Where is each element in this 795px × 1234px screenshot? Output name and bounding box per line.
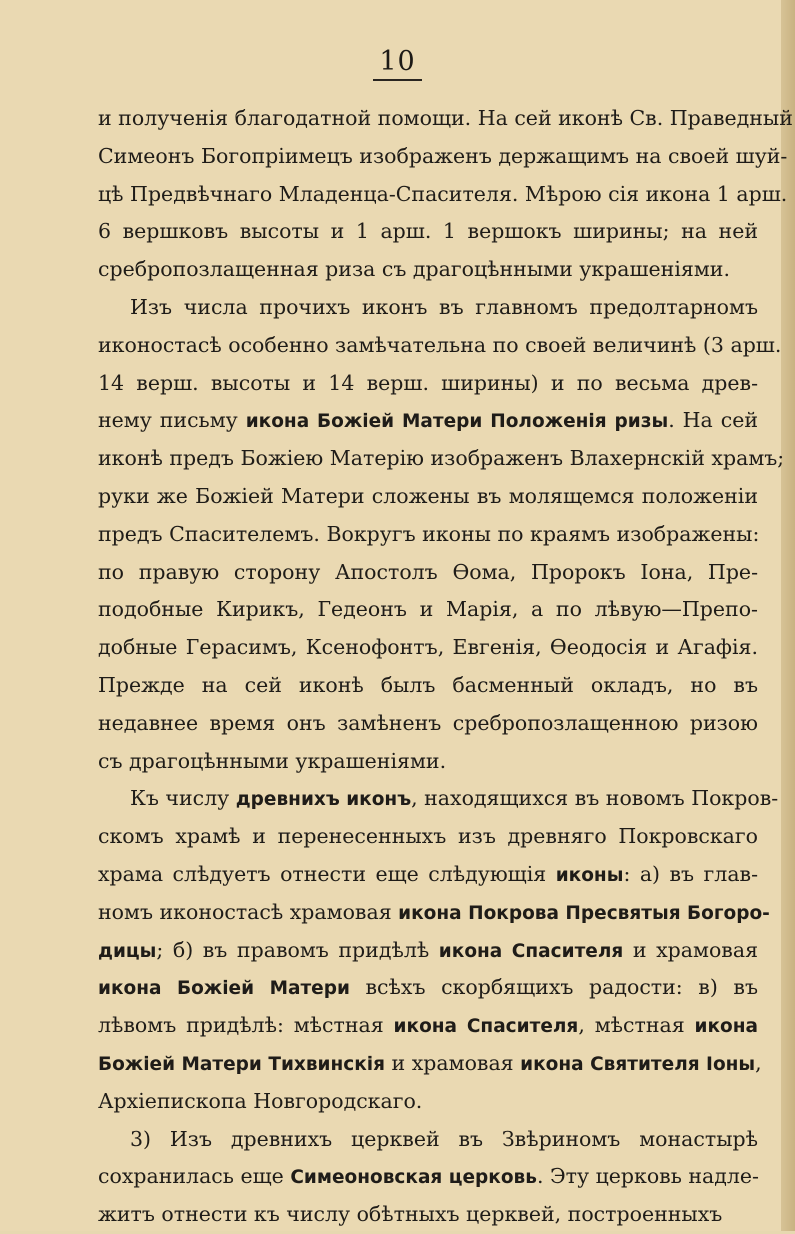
text-line [98,1121,758,1159]
text-segment: 3) Изъ древнихъ церквей въ Звѣриномъ монастырѣ [130,1126,758,1151]
text-line [98,591,758,629]
text-segment: подобные Кирикъ, Гедеонъ и Марія, а по лѣвую—Препо- [98,597,758,622]
text-segment: лѣвомъ придѣлѣ: мѣстная [98,1013,394,1038]
text-line [98,365,758,403]
text-segment: Прежде на сей иконѣ былъ басменный окладъ, но въ [98,672,758,697]
text-segment: , находящихся въ новомъ Покров- [411,786,779,811]
text-line [98,554,758,592]
text-segment: сребропозлащенная риза съ драгоцѣнными украшеніями. [98,257,730,282]
text-line [98,516,758,554]
text-line [98,1045,762,1083]
text-line [98,969,758,1007]
text-segment: храма слѣдуетъ отнести еще слѣдующія [98,861,556,886]
text-line [98,402,758,440]
text-segment: 6 вершковъ высоты и 1 арш. 1 вершокъ ширины; на ней [98,219,758,244]
bold-text-segment: икона Святителя Іоны [520,1053,756,1075]
text-line [98,289,758,327]
text-segment: сохранилась еще [98,1164,291,1189]
text-segment: и полученія благодатной помощи. На сей иконѣ Св. Праведный [98,106,793,130]
bold-text-segment: икона Покрова Пресвятыя Богоро- [398,902,770,924]
text-line [98,440,785,478]
text-line [98,1083,758,1121]
text-segment: 14 верш. высоты и 14 верш. ширины) и по весьма древ- [98,370,758,395]
text-line [98,894,770,932]
bold-text-segment: дицы [98,940,157,962]
text-segment: Архіепископа Новгородскаго. [98,1088,423,1113]
text-line [98,176,788,214]
text-segment: номъ иконостасѣ храмовая [98,899,399,924]
text-line [98,780,779,818]
text-line [98,932,758,970]
bold-text-segment: икона Спасителя [393,1016,579,1038]
text-line [98,251,758,289]
text-segment: иконѣ предъ Божіею Матерію изображенъ Влахернскій храмъ; [98,446,785,471]
bold-text-segment: Божіей Матери Тихвинскія [98,1053,386,1075]
text-segment: и храмовая [385,1050,521,1075]
text-line [98,705,758,743]
text-line [98,327,782,365]
text-line [98,743,758,781]
text-line [98,667,758,705]
text-segment: недавнее время онъ замѣненъ сребропозлащенною ризою [98,710,758,735]
text-segment: руки же Божіей Матери сложены въ молящемся положеніи [98,483,758,508]
text-segment: скомъ храмѣ и перенесенныхъ изъ древняго Покровскаго [98,824,758,849]
bold-text-segment: икона Спасителя [438,940,624,962]
text-segment: : а) въ глав- [623,861,759,886]
text-line [98,213,758,251]
text-segment: Изъ числа прочихъ иконъ въ главномъ предолтарномъ [130,294,758,319]
text-segment: , [755,1050,762,1075]
body-text [98,100,793,1234]
text-segment: Симеонъ Богопріимецъ изображенъ держащимъ на своей шуй- [98,143,788,168]
text-segment: . На сей [668,408,759,433]
text-segment: житъ отнести къ числу обѣтныхъ церквей, построенныхъ [98,1202,723,1227]
text-line [98,1158,758,1196]
bold-text-segment: икона [694,1016,759,1038]
text-segment: добные Герасимъ, Ксенофонтъ, Евгенія, Ѳеодосія и Агафія. [98,635,758,660]
text-segment: всѣхъ скорбящихъ радости: в) въ [349,975,758,1000]
bold-text-segment: иконы [555,864,624,886]
text-line [98,1196,758,1234]
text-segment: . Эту церковь надле- [536,1164,759,1189]
text-segment: иконостасѣ особенно замѣчательна по своей величинѣ (3 арш. [98,332,782,357]
page-number-text: 10 [373,46,421,81]
bold-text-segment: Симеоновская церковь [290,1167,537,1189]
text-line [98,1007,758,1045]
text-line [98,100,793,138]
text-segment: Къ числу [130,786,236,811]
text-segment: ; б) въ правомъ придѣлѣ [156,937,439,962]
text-segment: цѣ Предвѣчнаго Младенца-Спасителя. Мѣрою сія икона 1 арш. [98,181,788,206]
bold-text-segment: древнихъ иконъ [235,789,412,811]
text-line [98,629,758,667]
bold-text-segment: икона Божіей Матери [98,978,350,1000]
text-line [98,478,758,516]
text-line [98,818,758,856]
text-segment: , мѣстная [578,1013,695,1038]
text-line [98,138,788,176]
text-line [98,856,758,894]
text-segment: и храмовая [623,937,758,962]
text-segment: съ драгоцѣнными украшеніями. [98,748,447,773]
text-segment: по правую сторону Апостолъ Ѳома, Пророкъ Іона, Пре- [98,559,758,584]
text-segment: нему письму [98,408,246,433]
page-number [0,46,795,77]
text-segment: предъ Спасителемъ. Вокругъ иконы по краямъ изображены: [98,521,760,546]
bold-text-segment: икона Божіей Матери Положенія ризы [245,411,669,433]
